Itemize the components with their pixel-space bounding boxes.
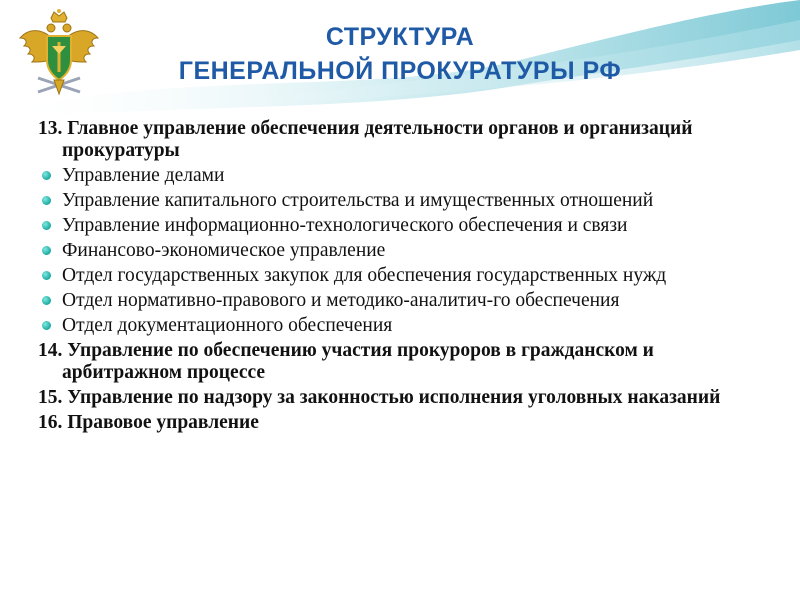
list-item-text: Управление капитального строительства и имущественных отношений [62,190,654,211]
list-item-heading [38,387,778,409]
list-item-text: Отдел нормативно-правового и методико-аналитич-го обеспечения [62,290,620,311]
list-item-text: Управление информационно-технологического обеспечения и связи [62,215,628,236]
structure-list [38,118,778,437]
list-item-bullet [38,165,778,187]
list-item-text: Отдел документационного обеспечения [62,315,393,336]
list-item-bullet [38,315,778,337]
list-item-text: 16. Правовое управление [38,412,259,433]
list-item-text: Управление делами [62,165,225,186]
prosecutor-general-emblem-icon [18,8,100,100]
list-item-heading [38,412,778,434]
list-item-text: 14. Управление по обеспечению участия прокуроров в гражданском и арбитражном процессе [38,340,654,383]
page-title [100,20,700,88]
list-item-bullet [38,265,778,287]
list-item-heading [38,118,778,162]
list-item-text: Финансово-экономическое управление [62,240,386,261]
list-item-bullet [38,240,778,262]
title-line-1: СТРУКТУРА [325,23,475,51]
list-item-bullet [38,290,778,312]
list-item-text: Отдел государственных закупок для обеспечения государственных нужд [62,265,667,286]
list-item-text: 15. Управление по надзору за законностью исполнения уголовных наказаний [38,387,721,408]
list-item-bullet [38,215,778,237]
list-item-text: 13. Главное управление обеспечения деятельности органов и организаций прокуратуры [38,118,693,161]
list-item-bullet [38,190,778,212]
title-line-2: ГЕНЕРАЛЬНОЙ ПРОКУРАТУРЫ РФ [178,57,622,85]
list-item-heading [38,340,778,384]
